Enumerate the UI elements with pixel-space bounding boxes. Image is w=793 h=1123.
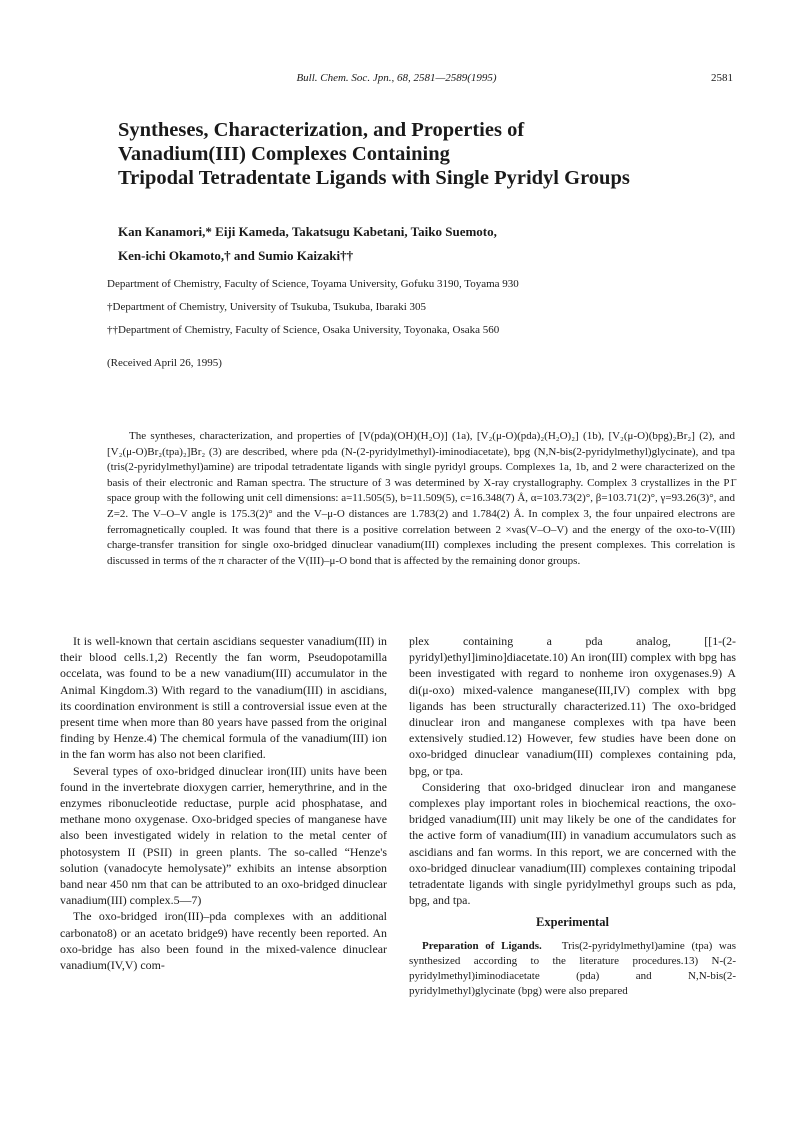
paragraph: It is well-known that certain ascidians sequester vanadium(III) in their blood cells.1,2) Recently the fan worm, Pseudopotamilla occelata, was found to be a new vanadium(III) accumulator in the Animal Kingdom.3) With regard to the vanadium(III) in ascidians, its coordination environment is still a controversial issue even at the present time when more than 80 years have passed from the original finding by Henze.4) The chemical formula of the vanadium(III) ion in the fan worm has also not been clarified. [60,634,387,762]
title-line: Vanadium(III) Complexes Containing [118,143,450,165]
title-line: Tripodal Tetradentate Ligands with Single Pyridyl Groups [118,167,630,189]
affiliation: †Department of Chemistry, University of Tsukuba, Tsukuba, Ibaraki 305 [107,301,427,313]
subsection-paragraph [409,939,736,999]
author-line: Ken-ichi Okamoto,† and Sumio Kaizaki†† [118,248,354,263]
author-line: Kan Kanamori,* Eiji Kameda, Takatsugu Kabetani, Taiko Suemoto, [118,224,497,239]
paragraph: Several types of oxo-bridged dinuclear iron(III) units have been found in the invertebrate dioxygen carrier, hemerythrine, and in the enzymes ribonucleotide reductase, purple acid phosphatase, and methane mono oxygenase. Oxo-bridged species of manganese have also been investigated widely in relation to the metal center of photosystem II (PSII) in green plants. The so-called “Henze's solution (vanadocyte hemolysate)” exhibits an intense absorption band near 450 nm that can be attributed to an oxo-bridged dinuclear vanadium(III) complex.5—7) [60,763,387,908]
affiliation: ††Department of Chemistry, Faculty of Science, Osaka University, Toyonaka, Osaka 560 [107,324,500,336]
right-column [409,633,736,999]
author-list [118,220,738,268]
received-date: (Received April 26, 1995) [107,357,222,369]
left-column [60,633,387,973]
paragraph: Considering that oxo-bridged dinuclear iron and manganese complexes play important roles in biochemical reactions, the oxo-bridged vanadium(III) unit may likely be one of the candidates for the active form of vanadium(III) in vanadium accumulators such as ascidians and fan worms. In this report, we are concerned with the oxo-bridged dinuclear vanadium(III) complexes containing tripodal tetradentate ligands with single pyridylmethyl groups such as pda, bpg, and tpa. [409,779,736,908]
subsection-runin-heading: Preparation of Ligands. [422,939,542,952]
subsection-text: Tris(2-pyridylmethyl)amine (tpa) was synthesized according to the literature procedures.13) N-(2-pyridylmethyl)iminodiacetate (pda) and N,N-bis(2-pyridylmethyl)glycinate (bpg) were also prepared [409,939,737,997]
abstract-text: The syntheses, characterization, and properties of [V(pda)(OH)(H₂O)] (1a), [V₂(μ-O)(pda)₂(H₂O)₂] (1b), [V₂(μ-O)(bpg)₂Br₂] (2), and [V₂(μ-O)Br₂(tpa)₂]Br₂ (3) are described, where pda (N-(2-pyridylmethyl)-iminodiacetate), bpg (N,N-bis(2-pyridylmethyl)glycinate), and tpa (tris(2-pyridylmethyl)amine) are tripodal tetradentate ligands with single pyridyl groups. Complexes 1a, 1b, and 2 were characterized on the basis of their electronic and Raman spectra. The structure of 3 was determined by X-ray crystallography. Complex 3 crystallizes in the P1̄ space group with the following unit cell dimensions: a=11.505(5), b=11.509(5), c=16.348(7) Å, α=103.73(2)°, β=103.71(2)°, γ=93.26(3)°, and Z=2. The V–O–V angle is 175.3(2)° and the V–μ-O distances are 1.783(2) and 1.784(2) Å. In complex 3, the four unpaired electrons are ferromagnetically coupled. It was found that there is a positive correlation between 2 ×νas(V–O–V) and the energy of the oxo-to-V(III) charge-transfer transition for single oxo-bridged dinuclear vanadium(III) complexes including the present complexes. This correlation is discussed in terms of the π character of the V(III)–μ-O bond that is affected by the remaining donor groups. [107,430,735,567]
running-header [0,72,793,88]
affiliation: Department of Chemistry, Faculty of Science, Toyama University, Gofuku 3190, Toyama 930 [107,278,519,290]
paragraph: The oxo-bridged iron(III)–pda complexes with an additional carbonato8) or an acetato bridge9) have recently been reported. An oxo-bridge has also been found in the mixed-valence dinuclear vanadium(IV,V) com- [60,909,387,973]
page-number: 2581 [711,72,733,84]
title-line: Syntheses, Characterization, and Properties of [118,119,525,141]
journal-citation: Bull. Chem. Soc. Jpn., 68, 2581—2589(1995) [296,72,497,84]
paragraph: plex containing a pda analog, [[1-(2-pyridyl)ethyl]imino]diacetate.10) An iron(III) complex with bpg has been investigated with regard to nonheme iron oxygenases.9) A di(μ-oxo) mixed-valence manganese(III,IV) complex with bpg ligands has been structurally characterized.11) The oxo-bridged dinuclear iron and manganese complexes with tpa have been extensively studied.12) However, few studies have been done on oxo-bridged dinuclear vanadium(III) complexes containing pda, bpg, or tpa. [409,634,736,778]
paper-title [118,118,738,190]
section-heading: Experimental [536,915,609,930]
abstract [107,429,735,569]
